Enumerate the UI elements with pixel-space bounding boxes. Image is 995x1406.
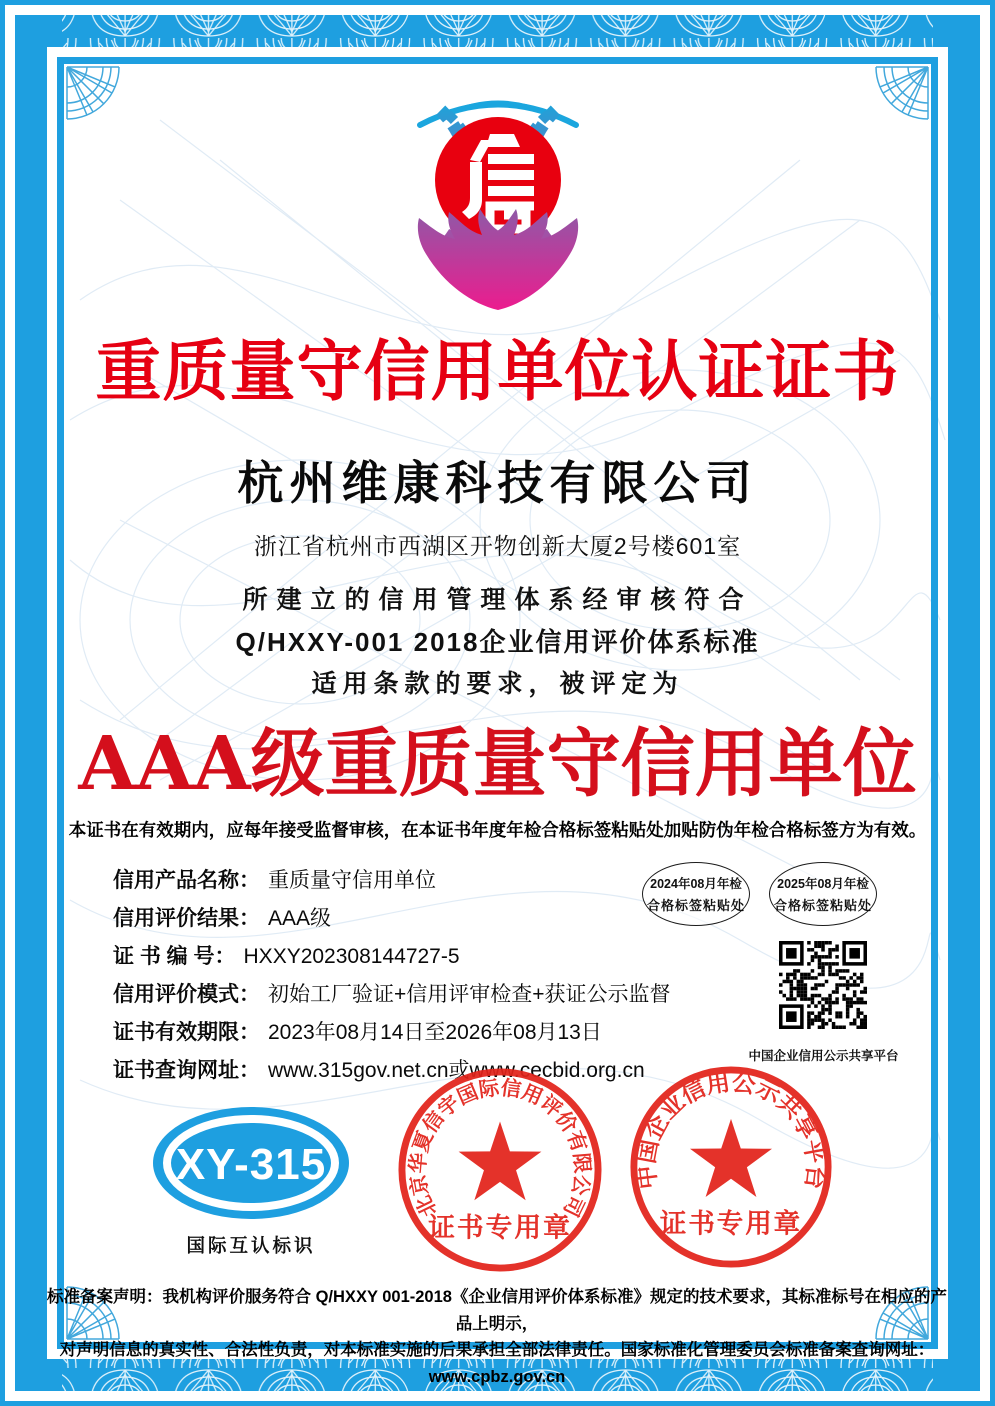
footer-line-2: 对声明信息的真实性、合法性负责，对本标准实施的后果承担全部法律责任。国家标准化管理委员会标准备案查询网址：www.cpbz.gov.cn [59, 1341, 935, 1387]
sticker-place-line: 合格标签粘贴处 [646, 899, 745, 914]
qr-caption: 中国企业信用公示共享平台 [748, 1049, 899, 1063]
sticker-year-line: 2025年08月年检 [777, 877, 869, 891]
seal-issuer [396, 1066, 604, 1274]
field-label: 证 书 编 号： [113, 945, 236, 968]
field-row-result [113, 902, 673, 932]
field-label: 信用评价结果： [113, 907, 260, 930]
seal-platform [628, 1064, 834, 1270]
company-address: 浙江省杭州市西湖区开物创新大厦2号楼601室 [253, 533, 742, 559]
field-label: 信用评价模式： [113, 983, 260, 1006]
company-name: 杭州维康科技有限公司 [237, 457, 758, 509]
xy315-caption: 国际互认标识 [186, 1235, 316, 1256]
annual-check-sticker-2025 [769, 862, 877, 926]
footer-line-1: 标准备案声明：我机构评价服务符合 Q/HXXY 001-2018《企业信用评价体系标准》规定的技术要求，其标准标号在相应的产品上明示， [47, 1288, 947, 1333]
seal-bottom-text: 证书专用章 [428, 1212, 572, 1243]
sticker-place-line: 合格标签粘贴处 [773, 899, 872, 914]
certificate-fields [113, 864, 673, 1092]
seal-star [690, 1119, 772, 1197]
field-value: 初始工厂验证+信用评审检查+获证公示监督 [268, 983, 671, 1006]
field-label: 证书有效期限： [113, 1021, 260, 1044]
statement-line-1: 所建立的信用管理体系经审核符合 [242, 586, 753, 614]
seal-ring-text: 北京华夏信宇国际信用评价有限公司 [407, 1077, 593, 1220]
sticker-year-line: 2024年08月年检 [650, 877, 742, 891]
seal-bottom-text: 证书专用章 [659, 1208, 803, 1239]
field-row-product [113, 864, 673, 894]
field-label: 证书查询网址： [113, 1059, 260, 1082]
award-title: AAA级重质量守信用单位 [78, 721, 917, 807]
field-value: AAA级 [268, 907, 332, 930]
credit-logo [362, 78, 634, 316]
annual-check-sticker-2024 [642, 862, 750, 926]
field-row-mode [113, 978, 673, 1008]
xy315-logo [150, 1104, 352, 1222]
standard-filing-declaration [47, 1284, 947, 1391]
field-value: 重质量守信用单位 [268, 869, 436, 892]
validity-note: 本证书在有效期内，应每年接受监督审核，在本证书年度年检合格标签粘贴处加贴防伪年检合格标签方为有效。 [68, 820, 927, 840]
xy315-label: XY-315 [175, 1140, 327, 1189]
seal-ring-text: 中国企业信用公示共享平台 [632, 1068, 830, 1191]
field-value: HXXY202308144727-5 [243, 945, 460, 968]
field-row-number [113, 940, 673, 970]
certificate-title: 重质量守信用单位认证证书 [95, 334, 900, 408]
field-label: 信用产品名称： [113, 869, 260, 892]
logo-swoosh-inner [448, 103, 548, 115]
statement-line-3: 适用条款的要求，被评定为 [311, 670, 684, 698]
field-row-validity [113, 1016, 673, 1046]
seal-star [459, 1121, 542, 1200]
field-value: 2023年08月14日至2026年08月13日 [268, 1021, 602, 1044]
field-value: www.315gov.net.cn或www.cecbid.org.cn [268, 1059, 645, 1082]
qr-code [779, 941, 867, 1029]
statement-line-2: Q/HXXY-001 2018企业信用评价体系标准 [235, 627, 760, 657]
